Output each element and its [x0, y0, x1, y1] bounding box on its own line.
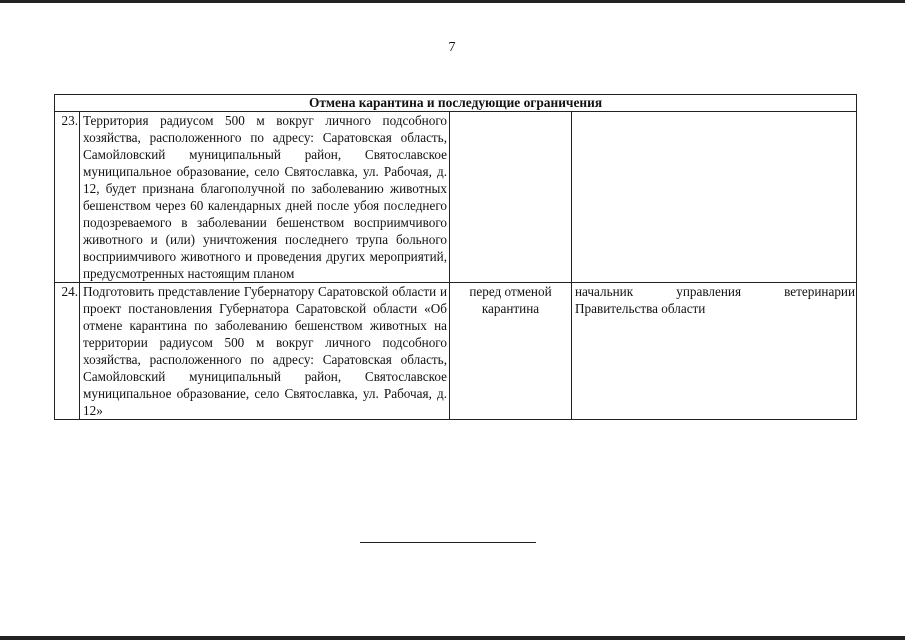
row-number: 24. [55, 283, 80, 420]
description-text: Территория радиусом 500 м вокруг личного подсобного хозяйства, расположенного по адресу: Саратовская область, Самойловский муниципальный район, Святославское муниципальное образование, село Святославка, ул. Рабочая, д. 12, будет признана благополучной по заболеванию животных бешенством через 60 календарных дней после убоя последнего подозреваемого в заболевании бешенством восприимчивого животного и (или) уничтожения последнего трупа больного восприимчивого животного и проведения других мероприятий, предусмотренных настоящим планом [83, 113, 447, 281]
table-row [55, 112, 857, 283]
row-description [80, 112, 450, 283]
scan-border-top [0, 0, 905, 3]
description-text: Подготовить представление Губернатору Саратовской области и проект постановления Губернатора Саратовской области «Об отмене карантина по заболеванию бешенством животных на территории радиусом 500 м вокруг личного подсобного хозяйства, расположенного по адресу: Саратовская область, Самойловский муниципальный район, Святославское муниципальное образование, село Святославка, ул. Рабочая, д. 12» [83, 284, 447, 418]
row-number: 23. [55, 112, 80, 283]
footer-separator-line [360, 542, 536, 543]
row-responsible [572, 112, 857, 283]
scan-border-bottom [0, 636, 905, 640]
row-deadline [450, 112, 572, 283]
table-row [55, 283, 857, 420]
row-responsible: начальник управления ветеринарии Правительства области [572, 283, 857, 420]
plan-table [54, 94, 857, 420]
section-header-row [55, 95, 857, 112]
section-title: Отмена карантина и последующие ограничения [55, 95, 857, 112]
page-number: 7 [448, 40, 456, 55]
row-deadline: перед отменой карантина [450, 283, 572, 420]
row-description [80, 283, 450, 420]
